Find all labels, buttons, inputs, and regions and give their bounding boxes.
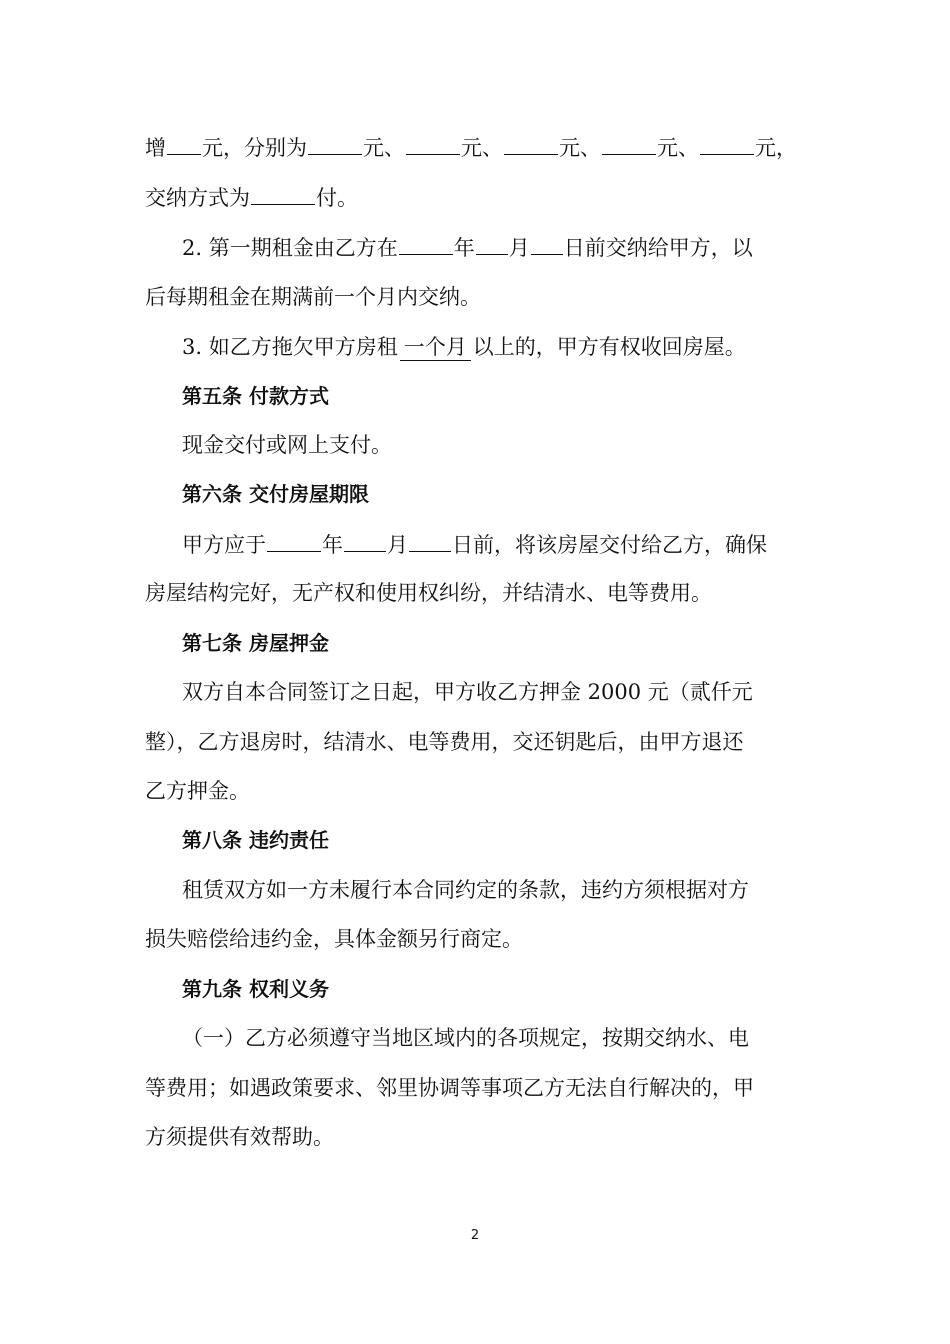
text-fragment: 月 bbox=[508, 236, 530, 260]
text-fragment: 月 bbox=[387, 533, 408, 557]
text-fragment: 日前交纳给甲方，以 bbox=[563, 236, 753, 260]
text-fragment: 元、 bbox=[363, 136, 405, 160]
text-fragment: 元、 bbox=[657, 136, 699, 160]
clause9-line1: （一）乙方必须遵守当地区域内的各项规定，按期交纳水、电 bbox=[182, 1026, 749, 1050]
rent-increase-line bbox=[145, 132, 797, 162]
clause8-line1: 租赁双方如一方未履行本合同约定的条款，违约方须根据对方 bbox=[182, 878, 749, 902]
clause8-line2: 损失赔偿给违约金，具体金额另行商定。 bbox=[145, 927, 523, 951]
clause6-line1 bbox=[182, 529, 767, 559]
blank-field[interactable] bbox=[267, 529, 321, 552]
clause6-heading: 第六条 交付房屋期限 bbox=[182, 482, 369, 506]
blank-field[interactable] bbox=[167, 132, 201, 155]
text-fragment: 元，分别为 bbox=[202, 136, 307, 160]
blank-field[interactable] bbox=[399, 232, 453, 255]
blank-field[interactable] bbox=[344, 529, 386, 552]
underlined-term: 一个月 bbox=[400, 335, 471, 361]
clause7-line1: 双方自本合同签订之日起，甲方收乙方押金 2000 元（贰仟元 bbox=[182, 680, 753, 704]
clause7-line2: 整），乙方退房时，结清水、电等费用，交还钥匙后，由甲方退还 bbox=[145, 730, 744, 754]
text-fragment: 增 bbox=[145, 136, 166, 160]
clause9-line2: 等费用；如遇政策要求、邻里协调等事项乙方无法自行解决的，甲 bbox=[145, 1076, 754, 1100]
text-fragment: 年 bbox=[453, 236, 475, 260]
blank-field[interactable] bbox=[308, 132, 362, 155]
text-fragment: 甲方应于 bbox=[182, 533, 266, 557]
clause5-text: 现金交付或网上支付。 bbox=[182, 433, 392, 457]
arrears-line bbox=[182, 332, 746, 362]
clause9-heading: 第九条 权利义务 bbox=[182, 977, 329, 1001]
payment-method-line bbox=[145, 182, 358, 212]
clause6-line2: 房屋结构完好，无产权和使用权纠纷，并结清水、电等费用。 bbox=[145, 581, 712, 605]
text-fragment: 元、 bbox=[559, 136, 601, 160]
blank-field[interactable] bbox=[504, 132, 558, 155]
text-fragment: 付。 bbox=[316, 186, 358, 210]
first-payment-line bbox=[182, 232, 753, 262]
blank-field[interactable] bbox=[476, 232, 508, 255]
blank-field[interactable] bbox=[700, 132, 754, 155]
text-fragment: 3. 如乙方拖欠甲方房租 bbox=[182, 335, 398, 359]
blank-field[interactable] bbox=[602, 132, 656, 155]
blank-field[interactable] bbox=[406, 132, 460, 155]
blank-field[interactable] bbox=[531, 232, 563, 255]
blank-field[interactable] bbox=[251, 182, 315, 205]
blank-field[interactable] bbox=[409, 529, 451, 552]
first-payment-line-2 bbox=[145, 282, 481, 312]
text-fragment: 后每期租金在期满前一个月内交纳。 bbox=[145, 285, 481, 309]
text-fragment: 元， bbox=[755, 136, 797, 160]
clause8-heading: 第八条 违约责任 bbox=[182, 828, 329, 852]
text-fragment: 元、 bbox=[461, 136, 503, 160]
clause5-heading: 第五条 付款方式 bbox=[182, 384, 329, 408]
text-fragment: 日前，将该房屋交付给乙方，确保 bbox=[452, 533, 767, 557]
clause7-heading: 第七条 房屋押金 bbox=[182, 631, 329, 655]
page-number: 2 bbox=[470, 1228, 480, 1243]
text-fragment: 以上的，甲方有权收回房屋。 bbox=[472, 335, 746, 359]
clause7-line3: 乙方押金。 bbox=[145, 779, 250, 803]
text-fragment: 交纳方式为 bbox=[145, 186, 250, 210]
text-fragment: 年 bbox=[322, 533, 343, 557]
text-fragment: 2. 第一期租金由乙方在 bbox=[182, 236, 398, 260]
clause9-line3: 方须提供有效帮助。 bbox=[145, 1125, 334, 1149]
